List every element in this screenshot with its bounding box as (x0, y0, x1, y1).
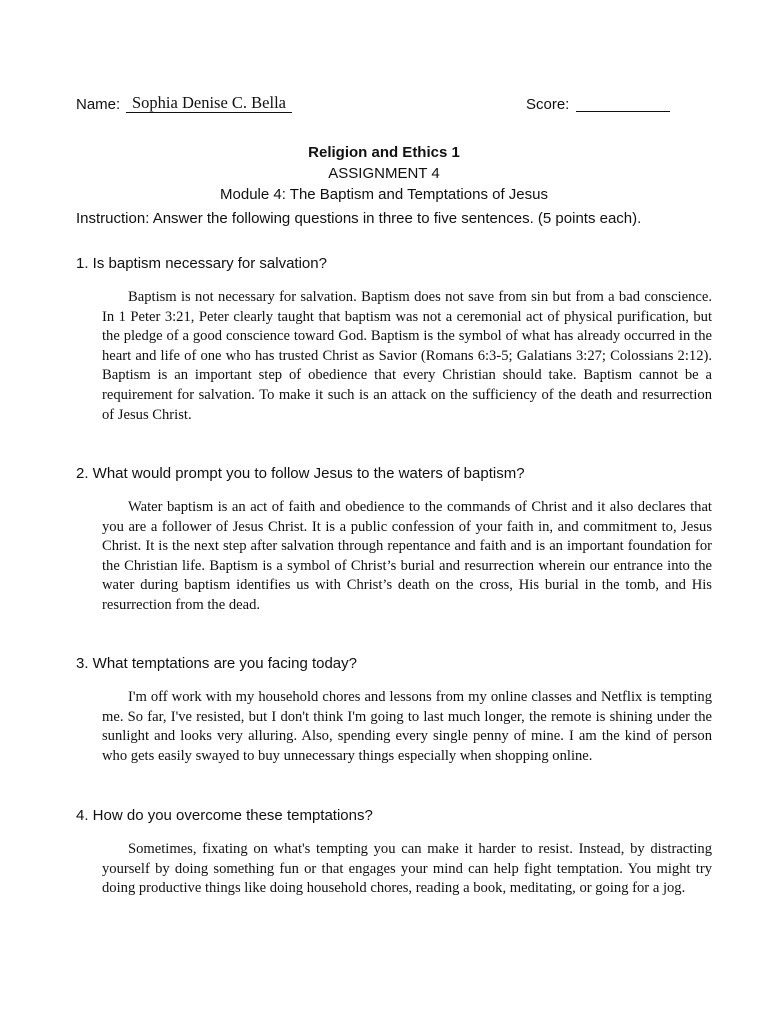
answer-3: I'm off work with my household chores and lessons from my online classes and Netflix is tempting me. So far, I've resisted, but I don't think I'm going to last much longer, the remote is shining under the sunlight and looks very alluring. Also, spending every single penny of mine. I am the kind of person who gets easily swayed to buy unnecessary things especially when shopping online. (102, 689, 712, 764)
assignment-title: ASSIGNMENT 4 (328, 165, 440, 182)
name-value: Sophia Denise C. Bella (126, 94, 292, 113)
question-block-1 (76, 254, 716, 425)
name-label: Name: (76, 96, 121, 113)
title-block (0, 143, 768, 206)
question-4: 4. How do you overcome these temptations? (76, 807, 373, 824)
course-title: Religion and Ethics 1 (308, 144, 460, 161)
answer-4: Sometimes, fixating on what's tempting you can make it harder to resist. Instead, by distracting yourself by doing something fun or that engages your mind can help fight temptation. You might try doing productive things like doing household chores, reading a book, meditating, or going for a jog. (102, 841, 712, 897)
question-block-2 (76, 464, 716, 616)
score-label: Score: (526, 96, 570, 113)
question-2: 2. What would prompt you to follow Jesus to the waters of baptism? (76, 465, 525, 482)
score-blank-line (576, 111, 670, 112)
instruction-text: Instruction: Answer the following questions in three to five sentences. (5 points each). (76, 210, 642, 227)
answer-1: Baptism is not necessary for salvation. Baptism does not save from sin but from a bad conscience. In 1 Peter 3:21, Peter clearly taught that baptism was not a ceremonial act of physical purification, but the pledge of a good conscience toward God. Baptism is the symbol of what has already occurred in the heart and life of one who has trusted Christ as Savior (Romans 6:3-5; Galatians 3:27; Colossians 2:12). Baptism is an important step of obedience that every Christian should take. Baptism cannot be a requirement for salvation. To make it such is an attack on the sufficiency of the death and resurrection of Jesus Christ. (102, 289, 712, 423)
question-1: 1. Is baptism necessary for salvation? (76, 255, 327, 272)
question-3: 3. What temptations are you facing today? (76, 655, 357, 672)
question-block-4 (76, 806, 716, 899)
header-row (76, 94, 696, 116)
question-block-3 (76, 654, 716, 766)
module-title: Module 4: The Baptism and Temptations of Jesus (220, 186, 548, 203)
answer-2: Water baptism is an act of faith and obedience to the commands of Christ and it also declares that you are a follower of Jesus Christ. It is a public confession of your faith in, and commitment to, Jesus Christ. It is the next step after salvation through repentance and faith and is an important foundation for the Christian life. Baptism is a symbol of Christ’s burial and resurrection wherein our entrance into the water during baptism identifies us with Christ’s death on the cross, His burial in the tomb, and His resurrection from the dead. (102, 499, 712, 613)
